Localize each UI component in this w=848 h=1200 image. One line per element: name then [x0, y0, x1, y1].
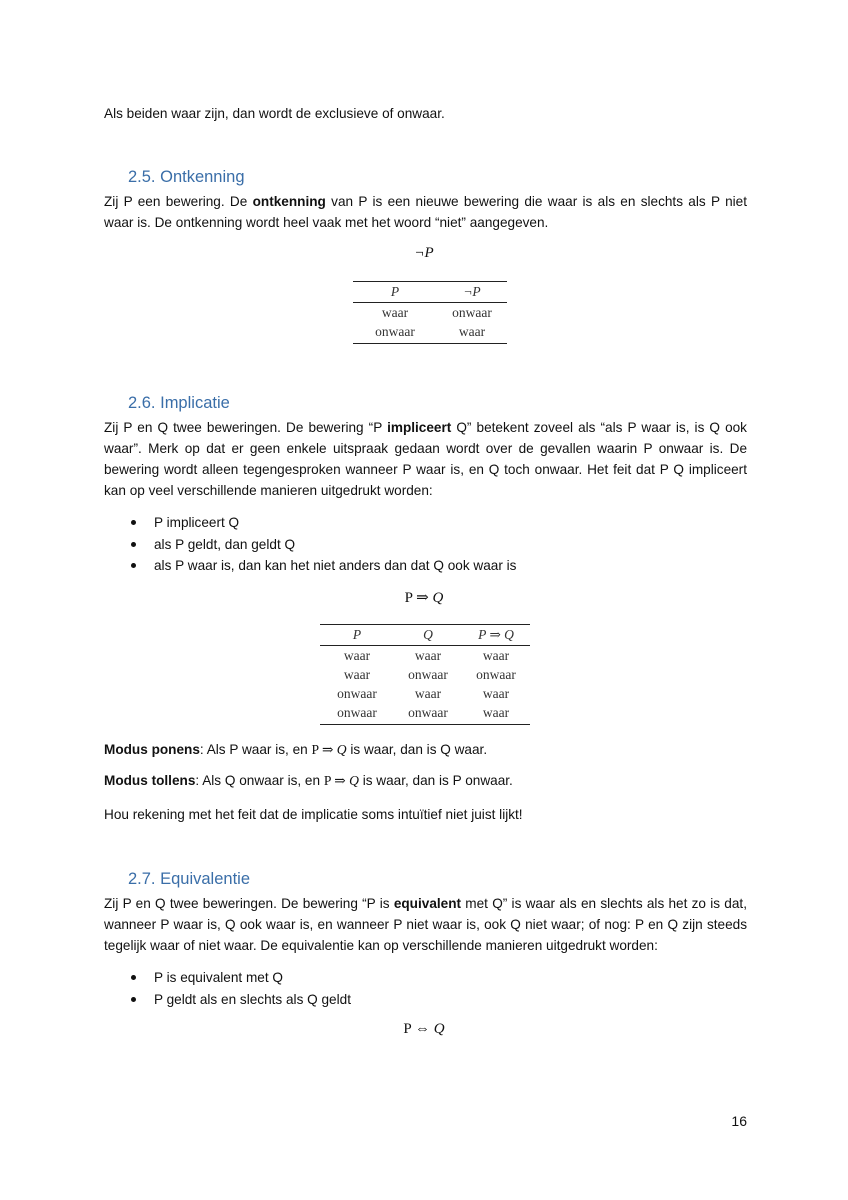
heading-implicatie: 2.6. Implicatie	[128, 394, 230, 412]
table-header: Q	[394, 625, 462, 646]
bullet-icon	[131, 520, 136, 525]
bullet-icon	[131, 563, 136, 568]
bullet-list-implicatie	[104, 512, 516, 577]
heading-ontkenning: 2.5. Ontkenning	[128, 168, 245, 186]
truth-table-implication	[320, 624, 530, 725]
bullet-icon	[131, 997, 136, 1002]
term-impliceert: impliceert	[387, 420, 452, 435]
list-item: P geldt als en slechts als Q geldt	[104, 989, 351, 1011]
bullet-list-equivalentie	[104, 967, 351, 1010]
table-row: onwaar waar	[353, 322, 507, 344]
table-header: P	[320, 625, 394, 646]
term-ontkenning: ontkenning	[252, 194, 326, 209]
table-header: P	[353, 282, 437, 303]
table-row: waar onwaar onwaar	[343, 667, 516, 682]
modus-ponens: Modus ponens: Als P waar is, en P ⇒ Q is waar, dan is Q waar.	[104, 742, 488, 757]
paragraph-ontkenning: Zij P een bewering. De ontkenning van P is een nieuwe bewering die waar is als en slechts als P niet waar is. De ontkenning wordt heel vaak met het woord “niet” aangegeven.	[104, 194, 747, 230]
table-header: P ⇒ Q	[462, 625, 530, 646]
table-row: onwaar waar waar	[337, 686, 510, 701]
bullet-icon	[131, 975, 136, 980]
page-number: 16	[731, 1113, 747, 1129]
implication-note: Hou rekening met het feit dat de implicatie soms intuïtief niet juist lijkt!	[104, 807, 523, 822]
formula-negation: ¬P	[414, 245, 434, 261]
table-row: onwaar onwaar waar	[320, 703, 530, 725]
table-header: ¬P	[437, 282, 507, 303]
paragraph-implicatie: Zij P en Q twee beweringen. De bewering “P impliceert Q” betekent zoveel als “als P waar is, is Q ook waar”. Merk op dat er geen enkele uitspraak gedaan wordt over de gevallen waarin P onwaar is. De bewering wordt alleen tegengesproken wanneer P waar is, en Q toch onwaar. Het feit dat P Q impliceert kan op veel verschillende manieren uitgedrukt worden:	[104, 420, 747, 498]
table-row: waar waar waar	[343, 648, 510, 663]
modus-tollens: Modus tollens: Als Q onwaar is, en P ⇒ Q is waar, dan is P onwaar.	[104, 773, 513, 788]
formula-equivalence: P ⇔ Q	[403, 1021, 445, 1037]
truth-table-negation	[353, 281, 507, 344]
intro-line: Als beiden waar zijn, dan wordt de exclusieve of onwaar.	[104, 106, 445, 121]
bullet-icon	[131, 542, 136, 547]
paragraph-equivalentie: Zij P en Q twee beweringen. De bewering “P is equivalent met Q” is waar als en slechts als het zo is dat, wanneer P waar is, Q ook waar is, en wanneer P niet waar is, ook Q niet waar; of nog: P en Q zijn steeds tegelijk waar of niet waar. De equivalentie kan op verschillende manieren uitgedrukt worden:	[104, 896, 747, 953]
list-item: P impliceert Q	[104, 512, 516, 534]
list-item: als P geldt, dan geldt Q	[104, 534, 516, 556]
list-item: als P waar is, dan kan het niet anders dan dat Q ook waar is	[104, 555, 516, 577]
table-row: waar onwaar	[381, 305, 492, 320]
term-equivalent: equivalent	[393, 896, 462, 911]
heading-equivalentie: 2.7. Equivalentie	[128, 870, 251, 888]
list-item: P is equivalent met Q	[104, 967, 351, 989]
formula-implication: P ⇒ Q	[404, 590, 444, 606]
